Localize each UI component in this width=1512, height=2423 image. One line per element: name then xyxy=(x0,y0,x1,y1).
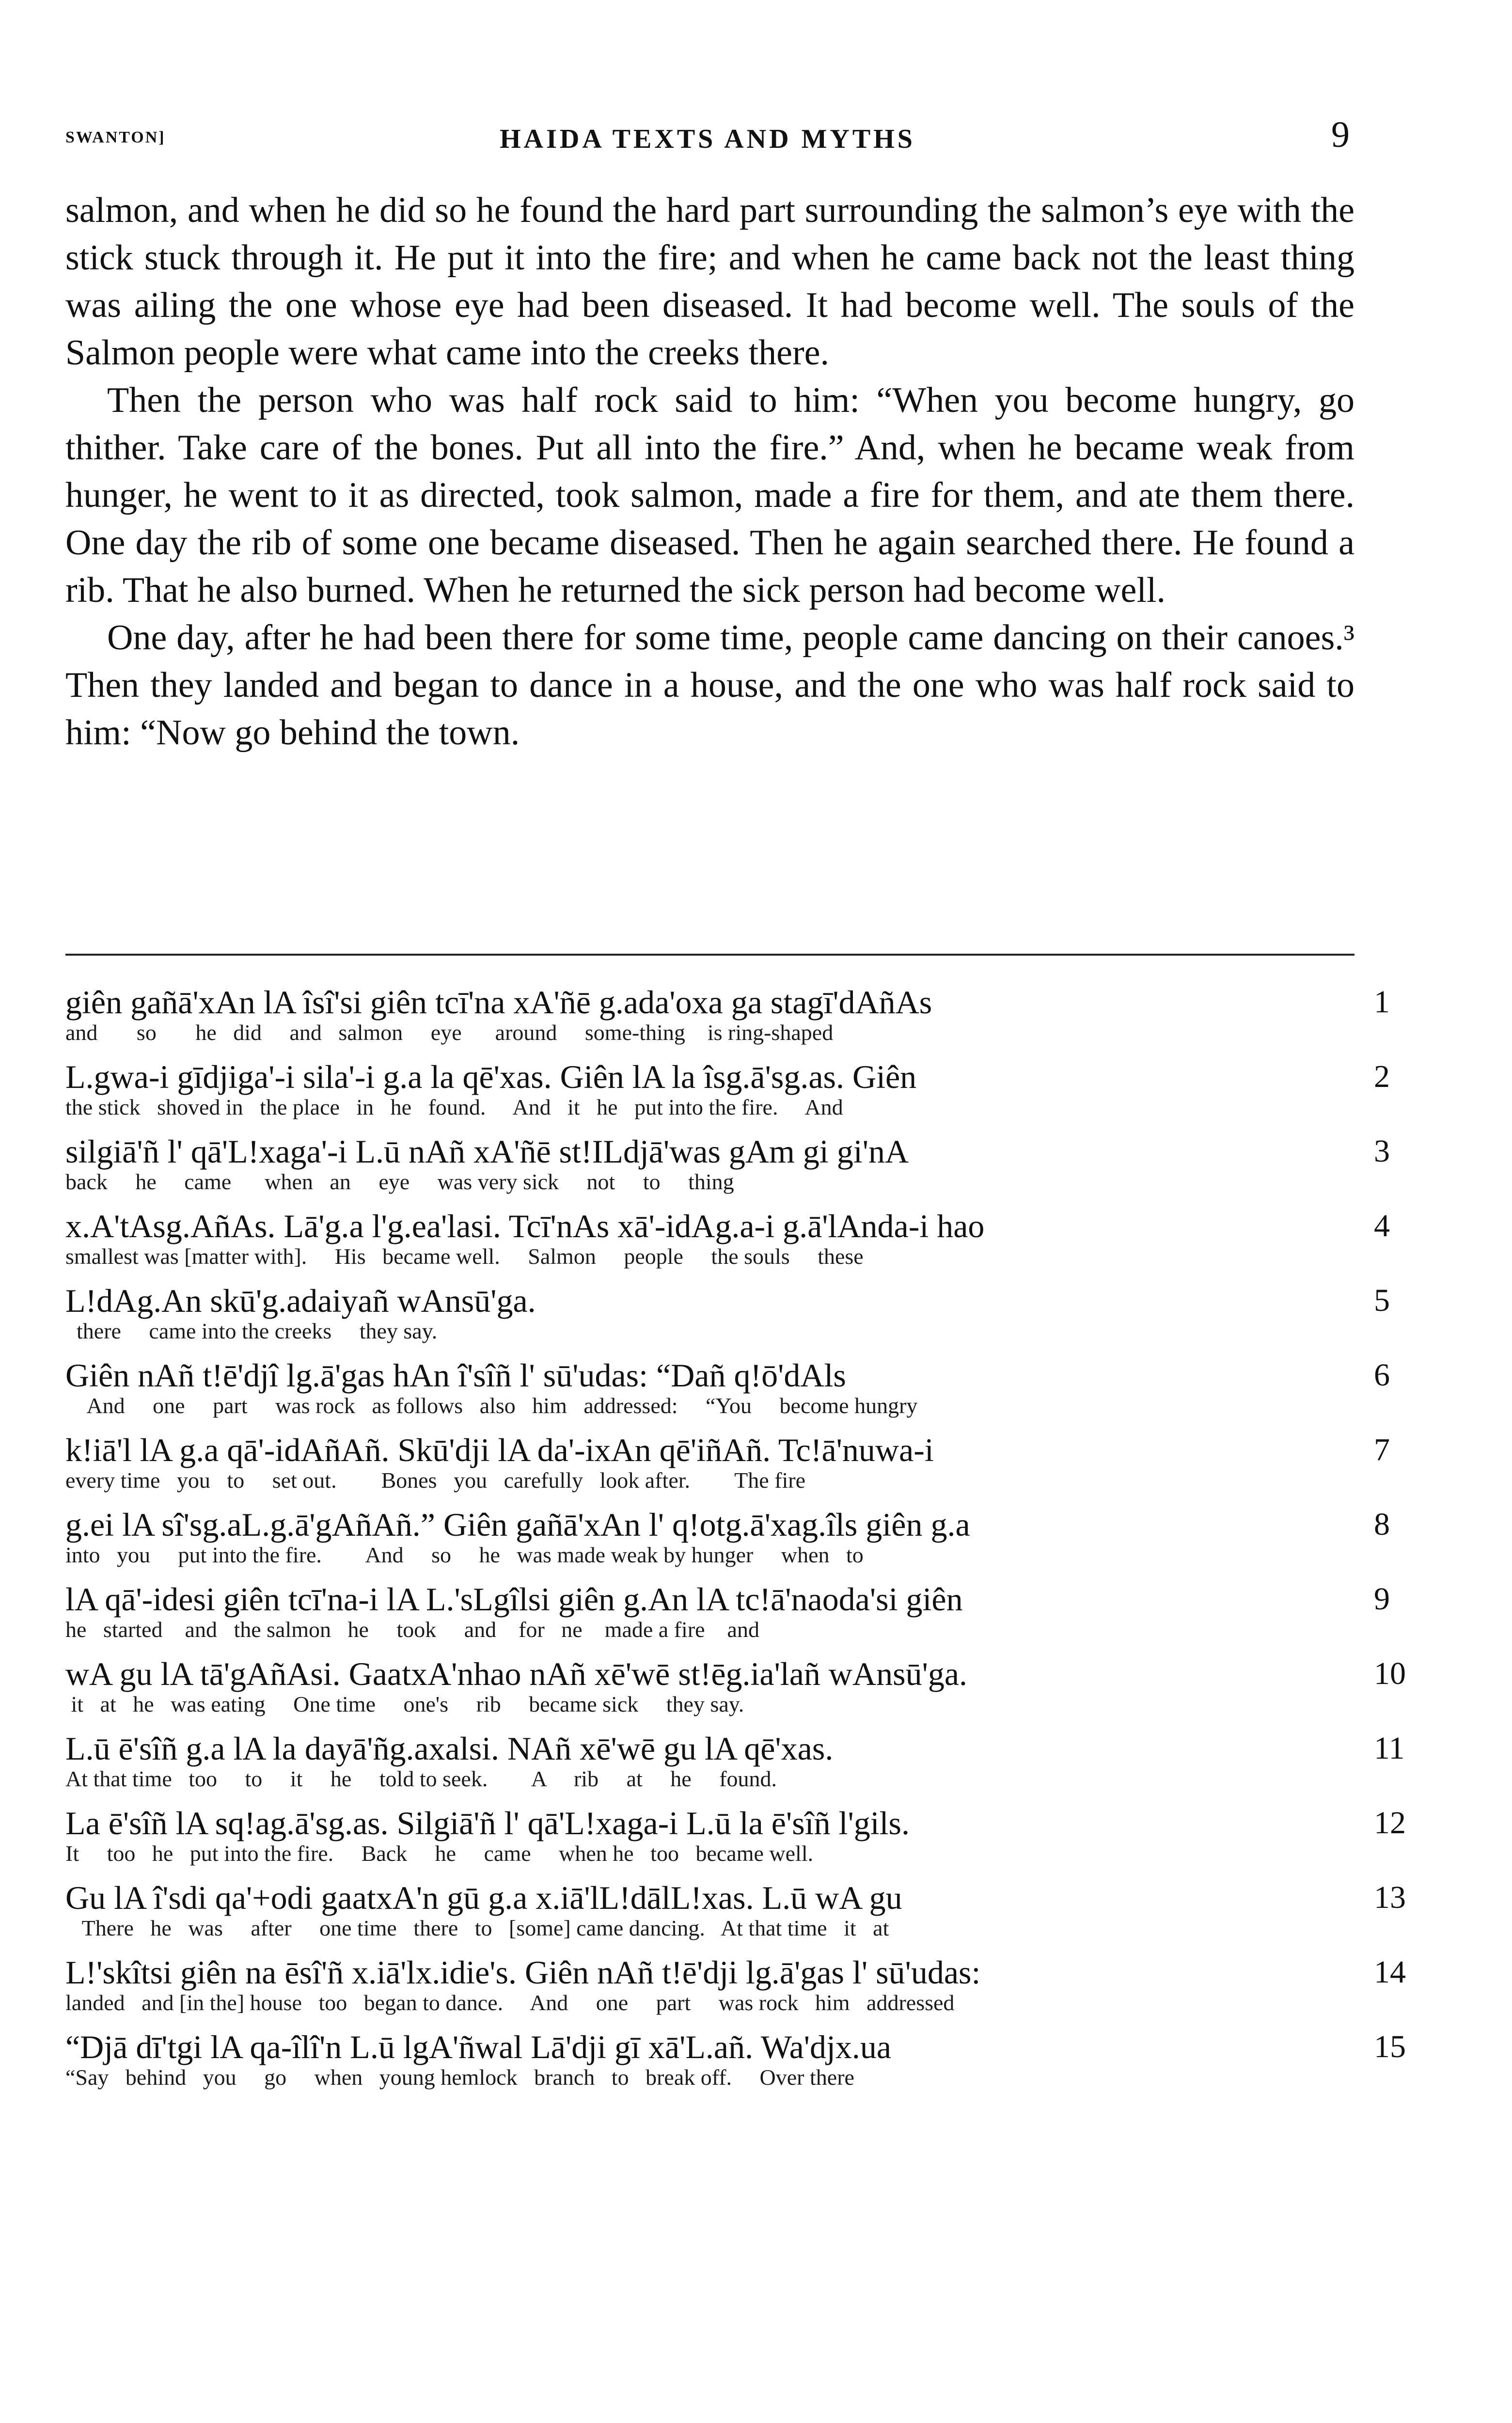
gloss-text: There he was after one time there to [some] came dancing. At that time it at xyxy=(65,1916,889,1940)
interlinear-line xyxy=(65,1730,1490,1791)
gloss-text: back he came when an eye was very sick not to thing xyxy=(65,1170,734,1194)
interlinear-line xyxy=(65,1208,1490,1269)
interlinear-line xyxy=(65,1282,1490,1343)
interlinear-text xyxy=(65,984,1490,2103)
haida-text: L.gwa-i gīdjiga'-i sila'-i g.a la qē'xas. Giên lA la îsg.ā'sg.as. Giên xyxy=(65,1058,917,1095)
translation-prose xyxy=(65,187,1354,756)
line-number: 2 xyxy=(1374,1059,1390,1094)
gloss-text: And one part was rock as follows also him addressed: “You become hungry xyxy=(65,1394,918,1418)
interlinear-line xyxy=(65,1058,1490,1119)
line-number: 14 xyxy=(1374,1954,1406,1990)
gloss-text: it at he was eating One time one's rib became sick they say. xyxy=(65,1692,744,1716)
gloss-text: landed and [in the] house too began to dance. And one part was rock him addressed xyxy=(65,1991,955,2015)
gloss-text: there came into the creeks they say. xyxy=(65,1319,438,1343)
prose-paragraph: One day, after he had been there for some time, people came dancing on their canoes.³ Then they landed and began to dance in a house, and the one who was half rock said to him: “Now go behind the town. xyxy=(65,618,1354,753)
haida-text: lA qā'-idesi giên tcī'na-i lA L.'sLgîlsi giên g.An lA tc!ā'naoda'si giên xyxy=(65,1581,963,1618)
gloss-text: smallest was [matter with]. His became well. Salmon people the souls these xyxy=(65,1244,864,1269)
gloss-text: At that time too to it he told to seek. A rib at he found. xyxy=(65,1767,777,1791)
interlinear-line xyxy=(65,1954,1490,2015)
prose-paragraph: Then the person who was half rock said to him: “When you become hungry, go thither. Take care of the bones. Put all into the fire.” And, when he became weak from hunger, he went to it as directed, took salmon, made a fire for them, and ate them there. One day the rib of some one became diseased. Then he again searched there. He found a rib. That he also burned. When he returned the sick person had become well. xyxy=(65,380,1354,610)
line-number: 5 xyxy=(1374,1283,1390,1318)
line-number: 1 xyxy=(1374,984,1390,1020)
line-number: 7 xyxy=(1374,1432,1390,1467)
interlinear-line xyxy=(65,984,1490,1045)
line-number: 11 xyxy=(1374,1731,1405,1766)
line-number: 13 xyxy=(1374,1880,1406,1915)
gloss-text: and so he did and salmon eye around some-thing is ring-shaped xyxy=(65,1021,834,1045)
interlinear-line xyxy=(65,2029,1490,2090)
line-number: 9 xyxy=(1374,1581,1390,1617)
haida-text: silgiā'ñ l' qā'L!xaga'-i L.ū nAñ xA'ñē st!ILdjā'was gAm gi gi'nA xyxy=(65,1133,909,1170)
haida-text: L!dAg.An skū'g.adaiyañ wAnsū'ga. xyxy=(65,1282,536,1319)
line-number: 4 xyxy=(1374,1208,1390,1243)
haida-text: k!iā'l lA g.a qā'-idAñAñ. Skū'dji lA da'-ixAn qē'iñAñ. Tc!ā'nuwa-i xyxy=(65,1432,934,1468)
header-author: SWANTON] xyxy=(65,128,166,146)
line-number: 3 xyxy=(1374,1133,1390,1169)
gloss-text: “Say behind you go when young hemlock branch to break off. Over there xyxy=(65,2065,854,2090)
section-divider xyxy=(65,954,1354,956)
interlinear-line xyxy=(65,1581,1490,1642)
interlinear-line xyxy=(65,1506,1490,1567)
prose-paragraph: salmon, and when he did so he found the hard part surrounding the salmon’s eye with the stick stuck through it. He put it into the fire; and when he came back not the least thing was ailing the one whose eye had been diseased. It had become well. The souls of the Salmon people were what came into the creeks there. xyxy=(65,190,1354,373)
interlinear-line xyxy=(65,1133,1490,1194)
line-number: 6 xyxy=(1374,1357,1390,1393)
gloss-text: It too he put into the fire. Back he came when he too became well. xyxy=(65,1841,814,1866)
interlinear-line xyxy=(65,1432,1490,1493)
haida-text: Gu lA î'sdi qa'+odi gaatxA'n gū g.a x.iā'lL!dālL!xas. L.ū wA gu xyxy=(65,1879,902,1916)
page-number: 9 xyxy=(1331,114,1350,155)
haida-text: Giên nAñ t!ē'djî lg.ā'gas hAn î'sîñ l' sū'udas: “Dañ q!ō'dAls xyxy=(65,1357,846,1394)
interlinear-line xyxy=(65,1655,1490,1716)
haida-text: L!'skîtsi giên na ēsî'ñ x.iā'lx.idie's. Giên nAñ t!ē'dji lg.ā'gas l' sū'udas: xyxy=(65,1954,981,1991)
running-header xyxy=(65,114,1350,157)
haida-text: g.ei lA sî'sg.aL.g.ā'gAñAñ.” Giên gañā'xAn l' q!otg.ā'xag.îls giên g.a xyxy=(65,1506,970,1543)
haida-text: L.ū ē'sîñ g.a lA la dayā'ñg.axalsi. NAñ xē'wē gu lA qē'xas. xyxy=(65,1730,834,1767)
gloss-text: every time you to set out. Bones you carefully look after. The fire xyxy=(65,1468,806,1493)
line-number: 12 xyxy=(1374,1805,1406,1841)
haida-text: x.A'tAsg.AñAs. Lā'g.a l'g.ea'lasi. Tcī'nAs xā'-idAg.a-i g.ā'lAnda-i hao xyxy=(65,1208,985,1244)
line-number: 15 xyxy=(1374,2029,1406,2064)
line-number: 8 xyxy=(1374,1507,1390,1542)
gloss-text: into you put into the fire. And so he was made weak by hunger when to xyxy=(65,1543,864,1567)
haida-text: “Djā dī'tgi lA qa-îlî'n L.ū lgA'ñwal Lā'dji gī xā'L.añ. Wa'djx.ua xyxy=(65,2029,892,2065)
gloss-text: the stick shoved in the place in he found. And it he put into the fire. And xyxy=(65,1095,843,1119)
interlinear-line xyxy=(65,1805,1490,1866)
haida-text: wA gu lA tā'gAñAsi. GaatxA'nhao nAñ xē'wē st!ēg.ia'lañ wAnsū'ga. xyxy=(65,1655,968,1692)
interlinear-line xyxy=(65,1357,1490,1418)
haida-text: La ē'sîñ lA sq!ag.ā'sg.as. Silgiā'ñ l' qā'L!xaga-i L.ū la ē'sîñ l'gils. xyxy=(65,1805,910,1841)
interlinear-line xyxy=(65,1879,1490,1940)
header-title: HAIDA TEXTS AND MYTHS xyxy=(500,124,915,154)
line-number: 10 xyxy=(1374,1656,1406,1691)
haida-text: giên gañā'xAn lA îsî'si giên tcī'na xA'ñē g.ada'oxa ga stagī'dAñAs xyxy=(65,984,932,1021)
gloss-text: he started and the salmon he took and for ne made a fire and xyxy=(65,1618,759,1642)
